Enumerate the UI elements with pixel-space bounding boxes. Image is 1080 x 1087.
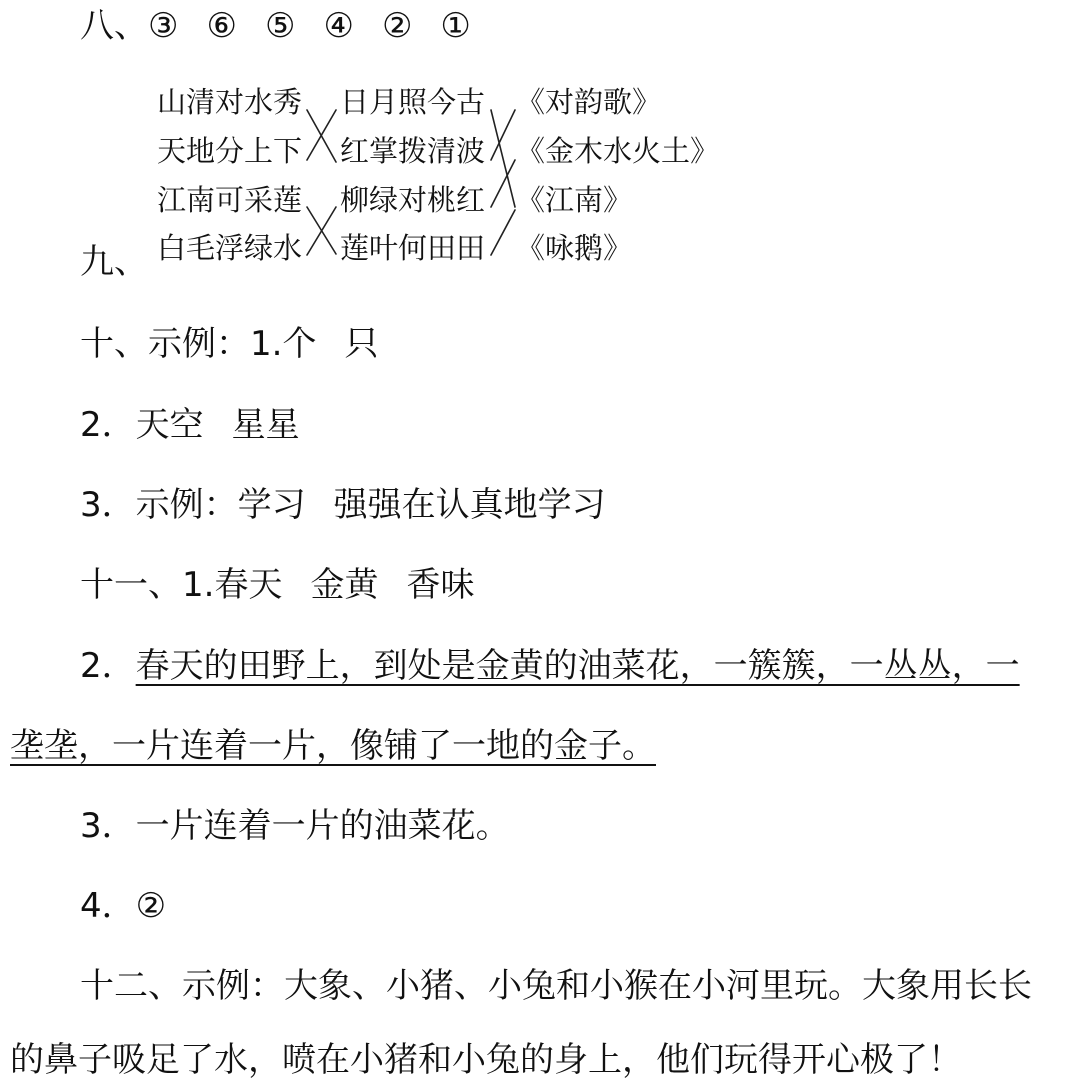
connector-line: [491, 160, 515, 207]
col1-item-3: 江南可采莲: [157, 183, 303, 217]
col2-item-2: 红掌拨清波: [340, 134, 486, 168]
section-10-q3: 3．示例：学习 强强在认真地学习: [80, 485, 606, 525]
section-11-q3: 3．一片连着一片的油菜花。: [80, 806, 510, 846]
section-12-line1: 十二、示例：大象、小猪、小兔和小猴在小河里玩。大象用长长: [80, 966, 1032, 1006]
col1-item-2: 天地分上下: [157, 134, 303, 168]
section-11-q2-line2: [10, 726, 656, 766]
col1-item-1: 山清对水秀: [157, 85, 303, 119]
connector-line: [491, 110, 515, 160]
matching-lines: [0, 0, 1080, 300]
section-11-q4: 4．②: [80, 886, 167, 926]
col1-item-4: 白毛浮绿水: [157, 231, 303, 265]
section-12-line2: 的鼻子吸足了水，喷在小猪和小兔的身上，他们玩得开心极了！: [10, 1040, 962, 1080]
col3-item-3: 《江南》: [516, 183, 633, 217]
col2-item-3: 柳绿对桃红: [340, 183, 486, 217]
answer-2: ⑥: [206, 6, 237, 46]
answer-3: ⑤: [264, 6, 296, 46]
answer-5: ②: [381, 6, 413, 46]
underlined-answer: 春天的田野上，到处是金黄的油菜花，一簇簇，一丛丛，一: [135, 646, 1020, 686]
col3-item-4: 《咏鹅》: [516, 231, 633, 265]
section-10-q2: 2．天空 星星: [80, 405, 300, 445]
section-8-label: 八、: [80, 6, 148, 46]
section-11-q2-line1: 2．春天的田野上，到处是金黄的油菜花，一簇簇，一丛丛，一: [80, 646, 1020, 686]
answer-6: ①: [440, 6, 471, 46]
connector-line: [491, 210, 515, 255]
col3-item-1: 《对韵歌》: [516, 85, 662, 119]
connector-line: [491, 110, 515, 207]
underlined-answer: 垄垄，一片连着一片，像铺了一地的金子。: [10, 726, 656, 766]
section-11-q1: 十一、1.春天 金黄 香味: [80, 565, 475, 605]
answer-1: ③: [148, 6, 179, 46]
section-9-label: 九、: [80, 242, 148, 282]
section-10-q1: 十、示例：1.个 只: [80, 324, 379, 364]
col2-item-4: 莲叶何田田: [340, 231, 486, 265]
col3-item-2: 《金木水火土》: [516, 134, 720, 168]
col2-item-1: 日月照今古: [340, 85, 486, 119]
answer-4: ④: [323, 6, 354, 46]
